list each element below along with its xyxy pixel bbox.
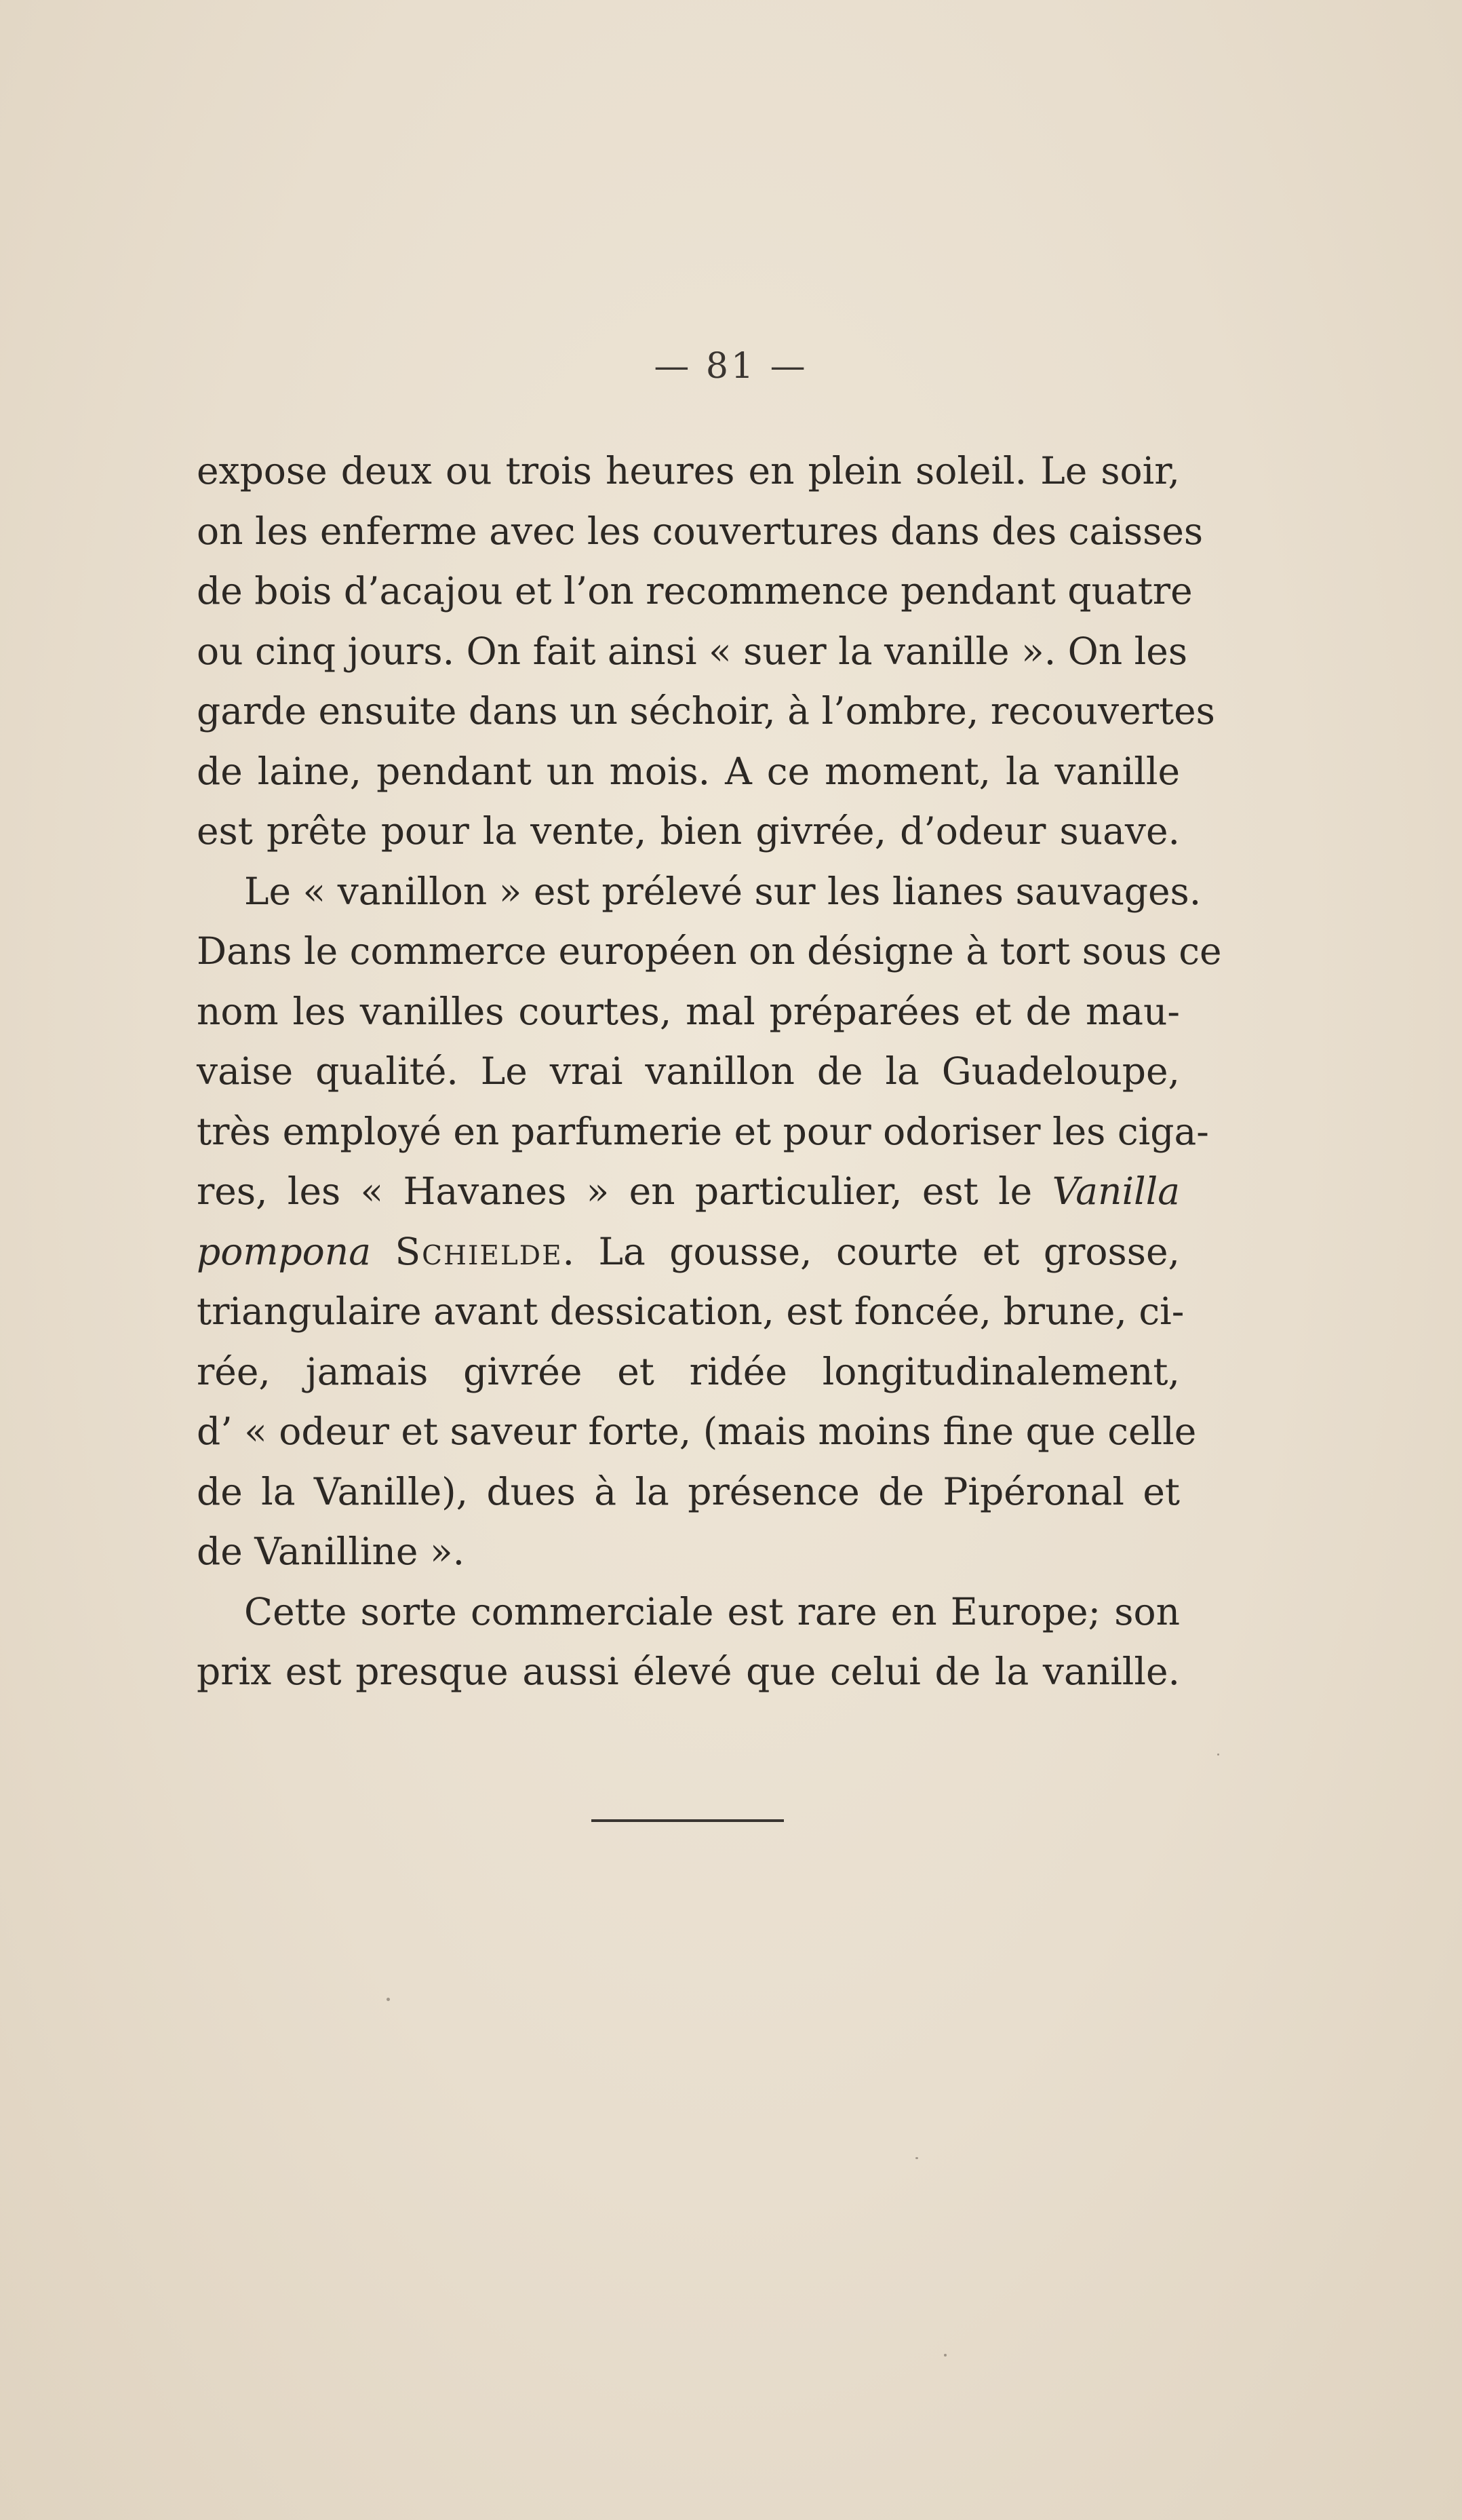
body-text bbox=[197, 441, 1222, 1702]
text-line: on les enferme avec les couvertures dans des caisses bbox=[197, 509, 1204, 553]
text-line: est prête pour la vente, bien givrée, d’odeur suave. bbox=[197, 809, 1180, 853]
page-number: — 81 — bbox=[654, 346, 808, 387]
paragraph-2 bbox=[197, 861, 1222, 1582]
species-genus: Vanilla bbox=[1052, 1169, 1181, 1213]
text-line: de Vanilline ». bbox=[197, 1530, 465, 1573]
species-author: Schielde bbox=[395, 1229, 563, 1273]
text-segment: res, les « Havanes » en particulier, est le bbox=[197, 1169, 1033, 1213]
text-line-with-species bbox=[197, 1161, 1180, 1222]
text-line: Dans le commerce européen on désigne à tort sous ce bbox=[197, 929, 1222, 973]
species-epithet: pompona bbox=[197, 1229, 372, 1273]
text-line: de bois d’acajou et l’on recommence pendant quatre bbox=[197, 569, 1193, 613]
text-line: triangulaire avant dessication, est foncée, brune, ci- bbox=[197, 1290, 1185, 1333]
text-line: expose deux ou trois heures en plein soleil. Le soir, bbox=[197, 449, 1180, 492]
text-line: Cette sorte commerciale est rare en Europe; son bbox=[244, 1589, 1180, 1633]
text-line: très employé en parfumerie et pour odoriser les ciga- bbox=[197, 1109, 1209, 1153]
text-line: prix est presque aussi élevé que celui de la vanille. bbox=[197, 1650, 1180, 1693]
text-line: rée, jamais givrée et ridée longitudinalement, bbox=[197, 1349, 1180, 1393]
text-line: d’ « odeur et saveur forte, (mais moins fine que celle bbox=[197, 1410, 1197, 1453]
text-line: vaise qualité. Le vrai vanillon de la Guadeloupe, bbox=[197, 1049, 1180, 1093]
text-line: garde ensuite dans un séchoir, à l’ombre, recouvertes bbox=[197, 689, 1215, 733]
text-line: ou cinq jours. On fait ainsi « suer la vanille ». On les bbox=[197, 629, 1188, 673]
text-line: de la Vanille), dues à la présence de Pipéronal et bbox=[197, 1469, 1180, 1513]
section-end-rule bbox=[591, 1819, 784, 1822]
text-line: nom les vanilles courtes, mal préparées et de mau- bbox=[197, 989, 1180, 1033]
paper-speck bbox=[944, 2354, 947, 2357]
paper-speck bbox=[915, 2157, 918, 2159]
paragraph-1 bbox=[197, 441, 1215, 861]
text-line: de laine, pendant un mois. A ce moment, la vanille bbox=[197, 749, 1180, 793]
text-segment: . La gousse, courte et grosse, bbox=[562, 1229, 1180, 1273]
text-line: Le « vanillon » est prélevé sur les lianes sauvages. bbox=[244, 869, 1202, 913]
text-line-with-author bbox=[197, 1222, 1180, 1282]
paper-speck bbox=[387, 1998, 390, 2001]
paragraph-3 bbox=[197, 1582, 1180, 1702]
paper-speck bbox=[1217, 1753, 1219, 1756]
